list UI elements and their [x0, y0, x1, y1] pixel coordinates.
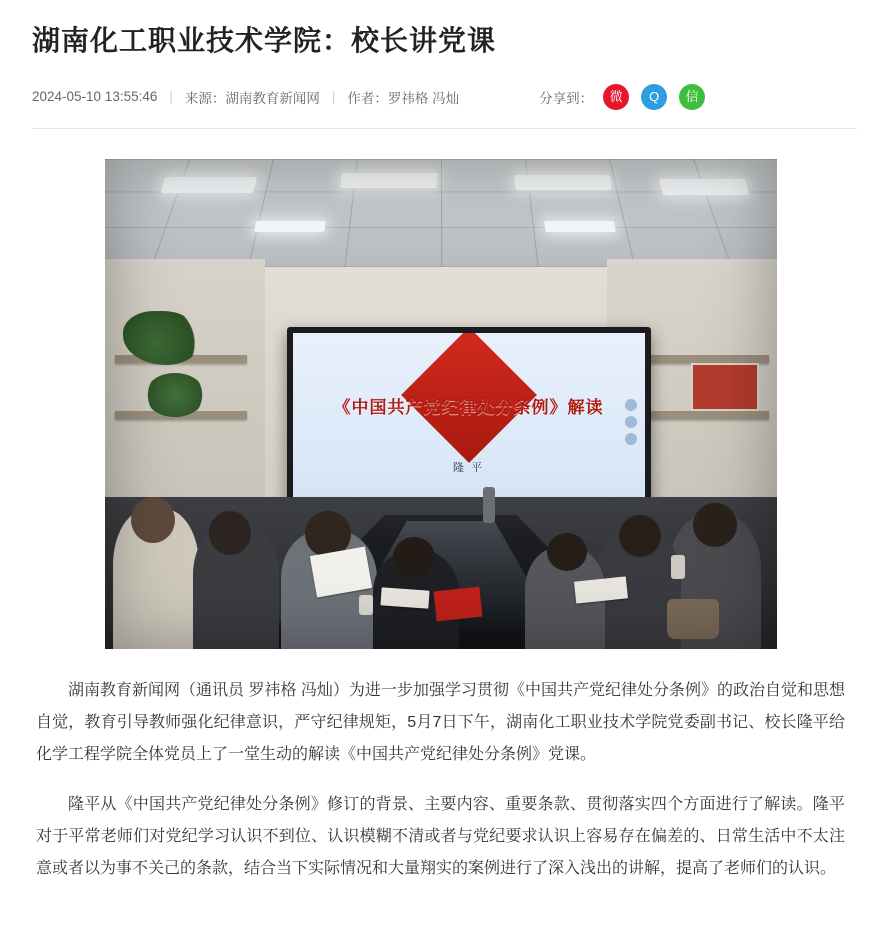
bottle-on-table: [483, 487, 495, 523]
attendee-head: [209, 511, 251, 555]
article-paragraph: 隆平从《中国共产党纪律处分条例》修订的背景、主要内容、重要条款、贯彻落实四个方面进行了解读。隆平对于平常老师们对党纪学习认识不到位、认识模糊不清或者与党纪要求认识上容易存在偏差的、日常生活中不太注意或者以为事不关己的条款，结合当下实际情况和大量翔实的案例进行了深入浅出的讲解，提高了老师们的认识。: [36, 795, 845, 877]
wechat-share-icon[interactable]: 信: [679, 84, 705, 110]
wall-poster: [691, 363, 759, 411]
weibo-share-icon[interactable]: 微: [603, 84, 629, 110]
slide-title: 《中国共产党纪律处分条例》解读: [333, 397, 604, 417]
publish-datetime: 2024-05-10 13:55:46: [32, 89, 158, 105]
article-paragraph: 湖南教育新闻网（通讯员 罗祎格 冯灿）为进一步加强学习贯彻《中国共产党纪律处分条例》的政治自觉和思想自觉，教育引导教师强化纪律意识，严守纪律规矩，5月7日下午，湖南化工职业技术学院党委副书记、校长隆平给化学工程学院全体党员上了一堂生动的解读《中国共产党纪律处分条例》党课。: [36, 681, 845, 763]
ceiling-light: [340, 173, 438, 188]
attendee-head: [693, 503, 737, 547]
ceiling-light: [544, 221, 616, 232]
cup-on-table: [359, 595, 373, 615]
ceiling-light: [160, 177, 257, 193]
article-meta-bar: [32, 84, 857, 129]
article-page: [0, 22, 881, 885]
attendee-head: [619, 515, 661, 557]
meta-divider-2: |: [331, 89, 336, 105]
slide-subtitle: 隆 平: [452, 461, 485, 474]
share-icon-list: [603, 84, 705, 110]
document-on-table: [380, 587, 429, 608]
article-photo: [105, 159, 777, 649]
ceiling-light: [254, 221, 326, 232]
source-link[interactable]: 湖南教育新闻网: [225, 90, 320, 106]
attendee-head: [547, 533, 587, 571]
page-title: 湖南化工职业技术学院：校长讲党课: [32, 25, 497, 56]
red-booklet: [433, 586, 482, 621]
potted-plant: [145, 373, 205, 417]
meta-divider-1: |: [169, 89, 173, 105]
article-body: [36, 675, 845, 885]
ceiling-light: [514, 175, 612, 190]
share-label: 分享到：: [539, 90, 594, 106]
author-name: 罗祎格 冯灿: [387, 90, 460, 106]
share-block: [539, 84, 705, 110]
cup-on-table: [671, 555, 685, 579]
slide-dot-decor: [625, 399, 637, 445]
attendee-head: [393, 537, 435, 577]
article-figure-wrapper: [24, 159, 857, 649]
ceiling-light: [659, 179, 749, 195]
qq-share-icon[interactable]: Q: [641, 84, 667, 110]
source-label: 来源：: [184, 90, 226, 106]
attendee-head: [131, 497, 175, 543]
author-label: 作者：: [347, 90, 388, 106]
handbag: [667, 599, 719, 639]
